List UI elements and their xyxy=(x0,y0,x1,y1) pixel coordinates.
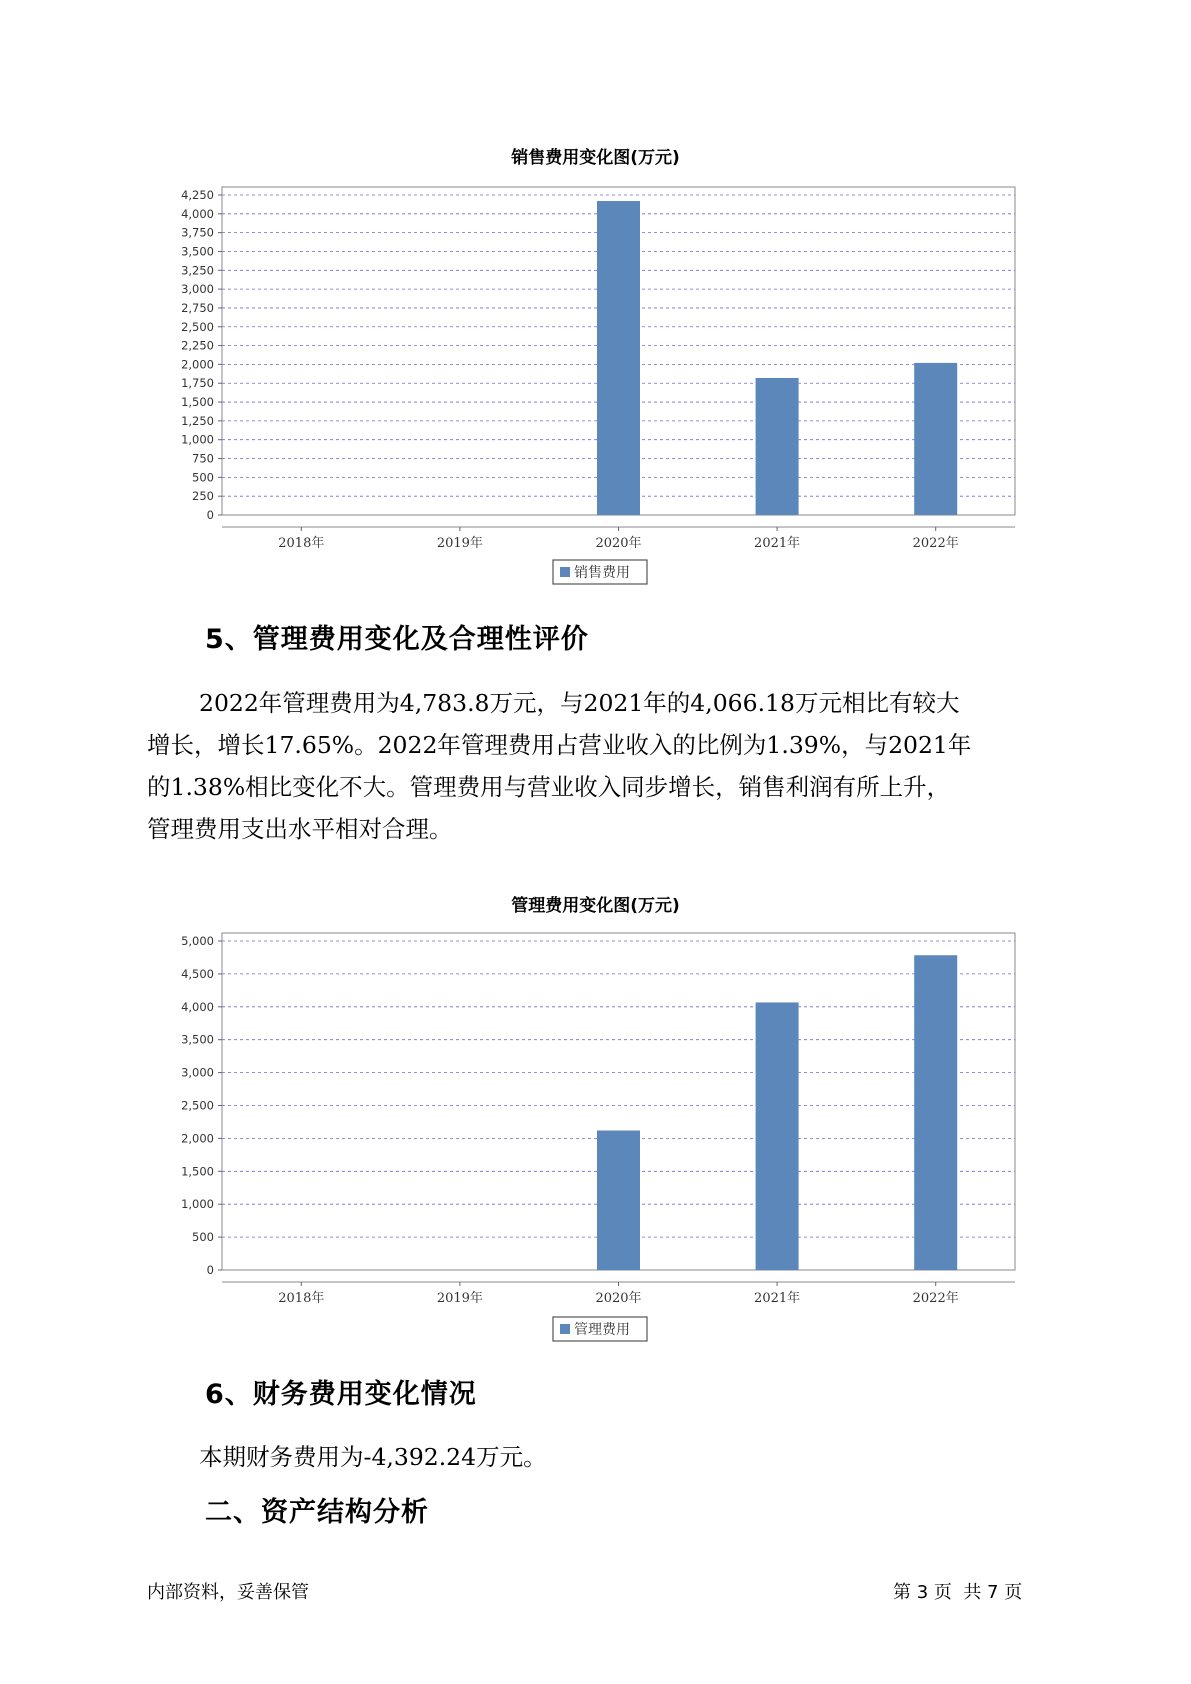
y-tick-label: 2,750 xyxy=(181,300,214,315)
admin-expense-chart xyxy=(0,913,1191,1343)
section-5-line-2: 增长，增长17.65%。2022年管理费用占营业收入的比例为1.39%，与2021年 xyxy=(147,731,972,759)
section-6-paragraph xyxy=(147,1436,1059,1478)
y-tick-label: 500 xyxy=(192,1230,214,1245)
bar xyxy=(914,955,957,1270)
y-tick-label: 750 xyxy=(192,451,214,466)
x-tick-label: 2021年 xyxy=(754,1291,801,1306)
y-tick-label: 2,250 xyxy=(181,338,214,353)
y-tick-label: 2,500 xyxy=(181,319,214,334)
x-tick-label: 2019年 xyxy=(436,536,483,551)
y-tick-label: 500 xyxy=(192,470,214,485)
section-6-heading: 6、财务费用变化情况 xyxy=(205,1379,477,1410)
y-tick-label: 4,500 xyxy=(181,966,214,981)
footer-page-number: 第 3 页 共 7 页 xyxy=(893,1582,1023,1603)
y-tick-label: 5,000 xyxy=(181,934,214,948)
section-5-line-3: 的1.38%相比变化不大。管理费用与营业收入同步增长，销售利润有所上升， xyxy=(147,773,951,801)
x-tick-label: 2022年 xyxy=(912,536,959,551)
y-tick-label: 3,000 xyxy=(181,282,214,297)
x-tick-label: 2021年 xyxy=(754,536,801,551)
legend-label: 销售费用 xyxy=(574,565,630,581)
y-tick-label: 3,500 xyxy=(181,1032,214,1047)
footer-confidential-note: 内部资料，妥善保管 xyxy=(147,1582,309,1603)
y-tick-label: 2,000 xyxy=(181,357,214,372)
section-5-line-1: 2022年管理费用为4,783.8万元，与2021年的4,066.18万元相比有较大 xyxy=(199,689,960,717)
section-assets-heading: 二、资产结构分析 xyxy=(205,1497,429,1528)
x-tick-label: 2020年 xyxy=(595,1291,642,1306)
y-tick-label: 2,000 xyxy=(181,1131,214,1146)
y-tick-label: 1,000 xyxy=(181,1197,214,1212)
y-tick-label: 4,000 xyxy=(181,206,214,221)
legend-swatch xyxy=(560,567,570,577)
section-5-heading: 5、管理费用变化及合理性评价 xyxy=(205,624,589,655)
section-6-text: 本期财务费用为-4,392.24万元。 xyxy=(199,1443,547,1471)
bar xyxy=(756,378,799,515)
bar xyxy=(597,201,640,515)
y-tick-label: 4,000 xyxy=(181,999,214,1014)
y-tick-label: 0 xyxy=(206,508,214,522)
legend-swatch xyxy=(560,1324,570,1334)
x-tick-label: 2019年 xyxy=(436,1291,483,1306)
y-tick-label: 2,500 xyxy=(181,1098,214,1113)
bar xyxy=(914,363,957,515)
legend-label: 管理费用 xyxy=(574,1322,630,1338)
bar xyxy=(756,1002,799,1270)
y-tick-label: 3,250 xyxy=(181,263,214,278)
y-tick-label: 1,250 xyxy=(181,413,214,428)
x-tick-label: 2018年 xyxy=(278,536,325,551)
y-tick-label: 3,500 xyxy=(181,244,214,259)
y-tick-label: 4,250 xyxy=(181,188,214,202)
section-5-line-4: 管理费用支出水平相对合理。 xyxy=(147,815,453,843)
admin-expense-chart-title: 管理费用变化图(万元) xyxy=(511,896,680,916)
bar xyxy=(597,1131,640,1270)
section-5-paragraph xyxy=(147,682,1059,850)
y-tick-label: 250 xyxy=(192,489,214,504)
sales-expense-chart xyxy=(0,165,1191,585)
y-tick-label: 1,500 xyxy=(181,1164,214,1179)
x-tick-label: 2022年 xyxy=(912,1291,959,1306)
y-tick-label: 1,500 xyxy=(181,395,214,410)
y-tick-label: 0 xyxy=(206,1263,214,1277)
x-tick-label: 2018年 xyxy=(278,1291,325,1306)
y-tick-label: 1,750 xyxy=(181,376,214,391)
y-tick-label: 3,750 xyxy=(181,225,214,240)
sales-expense-chart-title: 销售费用变化图(万元) xyxy=(511,148,680,168)
y-tick-label: 1,000 xyxy=(181,432,214,447)
y-tick-label: 3,000 xyxy=(181,1065,214,1080)
x-tick-label: 2020年 xyxy=(595,536,642,551)
